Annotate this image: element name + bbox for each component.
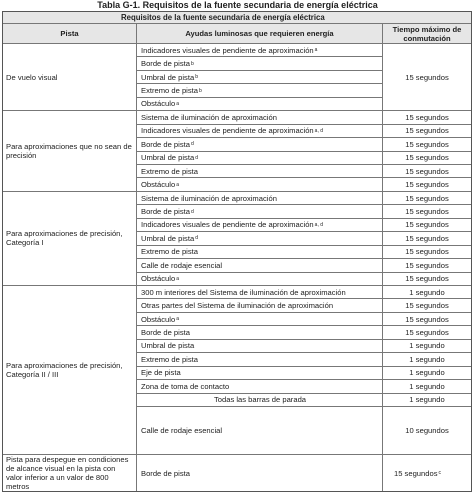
switchover-time-cell — [383, 165, 471, 178]
switchover-time-cell — [383, 111, 471, 124]
aid-label: Calle de rodaje esencial — [141, 426, 223, 435]
switchover-time: 15 segundos — [405, 233, 449, 243]
aid-label: Umbral de pista — [141, 153, 195, 163]
switchover-time-cell — [383, 232, 471, 245]
runway-type-cell: Para aproximaciones de precisión, Categoría I — [3, 192, 137, 286]
switchover-time-cell — [383, 205, 471, 218]
header-ayudas: Ayudas luminosas que requieren energía — [137, 24, 383, 44]
switchover-time-cell — [383, 299, 471, 312]
switchover-time: 1 segundo — [409, 287, 445, 297]
switchover-time: 15 segundos — [405, 274, 449, 284]
aid-label: Zona de toma de contacto — [141, 381, 230, 391]
switchover-time-cell — [383, 286, 471, 299]
aid-label: Extremo de pista — [141, 166, 198, 176]
aid-cell: Umbral de pista d — [137, 232, 383, 245]
aid-label: Umbral de pista — [141, 233, 195, 243]
aid-cell: Obstáculo a — [137, 273, 383, 286]
aid-label: 300 m interiores del Sistema de iluminación de aproximación — [141, 287, 346, 297]
aid-label: Umbral de pista — [141, 341, 195, 351]
switchover-time: 10 segundos — [405, 426, 449, 435]
runway-type-cell: De vuelo visual — [3, 44, 137, 111]
table-title: Requisitos de la fuente secundaria de energía eléctrica — [3, 12, 471, 24]
switchover-time: 15 segundos — [405, 193, 449, 203]
aid-label: Borde de pista — [141, 328, 190, 338]
aid-label: Todas las barras de parada — [213, 395, 307, 405]
aid-cell — [137, 165, 383, 178]
aid-cell: Indicadores visuales de pendiente de aproximación a, d — [137, 219, 383, 232]
aid-cell — [137, 111, 383, 124]
switchover-time: 1 segundo — [409, 341, 445, 351]
switchover-time: 15 segundos — [405, 247, 449, 257]
aid-cell: Extremo de pista b — [137, 84, 383, 97]
aid-label: Obstáculo — [141, 314, 176, 324]
runway-type-cell: Pista para despegue en condiciones de alcance visual en la pista con valor inferior a un valor de 800 metros — [3, 455, 137, 491]
switchover-time-cell — [383, 380, 471, 393]
aid-label: Umbral de pista — [141, 72, 195, 82]
switchover-time-cell — [383, 152, 471, 165]
aid-cell: Obstáculo a — [137, 98, 383, 111]
switchover-time: 15 segundos — [405, 260, 449, 270]
switchover-time: 15 segundos — [405, 166, 449, 176]
aid-label: Calle de rodaje esencial — [141, 260, 223, 270]
switchover-time: 1 segundo — [409, 381, 445, 391]
aid-cell: Umbral de pista d — [137, 152, 383, 165]
switchover-time-cell — [383, 178, 471, 191]
aid-label: Sistema de iluminación de aproximación — [141, 193, 277, 203]
switchover-time: 1 segundo — [409, 395, 445, 405]
switchover-time: 15 segundos — [405, 112, 449, 122]
aid-label: Indicadores visuales de pendiente de aproximación — [141, 220, 314, 230]
switchover-time-cell — [383, 219, 471, 232]
aid-cell — [137, 299, 383, 312]
aid-cell — [137, 340, 383, 353]
power-requirements-table — [2, 11, 472, 492]
aid-label: Indicadores visuales de pendiente de aproximación — [141, 126, 314, 136]
switchover-time-cell — [383, 340, 471, 353]
aid-cell — [137, 353, 383, 366]
switchover-time-cell — [383, 192, 471, 205]
header-tiempo: Tiempo máximo de conmutación — [383, 24, 471, 44]
aid-cell — [137, 380, 383, 393]
switchover-time-cell — [383, 394, 471, 407]
switchover-time-cell — [383, 326, 471, 339]
aid-label: Obstáculo — [141, 99, 176, 109]
aid-cell — [137, 326, 383, 339]
aid-cell: Borde de pista d — [137, 138, 383, 151]
aid-label: Borde de pista — [141, 59, 190, 69]
switchover-time: 15 segundos — [405, 314, 449, 324]
aid-label: Borde de pista — [141, 139, 190, 149]
table-caption: Tabla G-1. Requisitos de la fuente secundaria de energía eléctrica — [97, 0, 378, 10]
aid-cell — [137, 246, 383, 259]
switchover-time: 15 segundos — [405, 207, 449, 217]
aid-cell: Borde de pista d — [137, 205, 383, 218]
switchover-time: 15 segundos — [405, 301, 449, 311]
aid-label: Borde de pista — [141, 468, 190, 478]
aid-cell — [137, 259, 383, 272]
switchover-time-cell — [383, 246, 471, 259]
aid-cell: Indicadores visuales de pendiente de aproximación a, d — [137, 125, 383, 138]
aid-label: Extremo de pista — [141, 354, 198, 364]
switchover-time: 15 segundos — [394, 468, 438, 478]
switchover-time: 15 segundos — [405, 180, 449, 190]
aid-cell: Obstáculo a — [137, 178, 383, 191]
switchover-time-cell — [383, 125, 471, 138]
aid-label: Extremo de pista — [141, 247, 198, 257]
switchover-time-cell — [383, 273, 471, 286]
switchover-time: 15 segundos — [405, 153, 449, 163]
switchover-time-cell — [383, 407, 471, 455]
aid-cell — [137, 394, 383, 407]
runway-type-cell: Para aproximaciones que no sean de precisión — [3, 111, 137, 192]
aid-label: Extremo de pista — [141, 86, 198, 96]
aid-cell: Indicadores visuales de pendiente de aproximación a — [137, 44, 383, 57]
switchover-time: 15 segundos — [405, 126, 449, 136]
switchover-time-cell — [383, 259, 471, 272]
switchover-time-cell — [383, 367, 471, 380]
aid-label: Otras partes del Sistema de iluminación de aproximación — [141, 301, 334, 311]
aid-label: Eje de pista — [141, 368, 181, 378]
aid-cell — [137, 455, 383, 491]
switchover-time: 15 segundos — [405, 139, 449, 149]
aid-label: Sistema de iluminación de aproximación — [141, 112, 277, 122]
switchover-time-cell — [383, 313, 471, 326]
aid-cell: Borde de pista b — [137, 57, 383, 70]
switchover-time: 1 segundo — [409, 354, 445, 364]
aid-cell: Obstáculo a — [137, 313, 383, 326]
aid-label: Indicadores visuales de pendiente de aproximación — [141, 45, 314, 55]
aid-cell — [137, 192, 383, 205]
switchover-time: 15 segundos — [405, 220, 449, 230]
switchover-time: 15 segundos — [405, 328, 449, 338]
aid-cell — [137, 286, 383, 299]
switchover-time: 1 segundo — [409, 368, 445, 378]
runway-type-cell: Para aproximaciones de precisión, Categoría II / III — [3, 286, 137, 455]
aid-label: Obstáculo — [141, 274, 176, 284]
switchover-time-cell — [383, 138, 471, 151]
switchover-time-cell — [383, 353, 471, 366]
aid-cell: Umbral de pista b — [137, 71, 383, 84]
aid-cell — [137, 407, 383, 455]
aid-label: Borde de pista — [141, 207, 190, 217]
switchover-time-cell: 15 segundos c — [394, 468, 441, 478]
aid-cell — [137, 367, 383, 380]
aid-label: Obstáculo — [141, 180, 176, 190]
switchover-time-cell: 15 segundos — [383, 44, 471, 111]
header-pista: Pista — [3, 24, 137, 44]
